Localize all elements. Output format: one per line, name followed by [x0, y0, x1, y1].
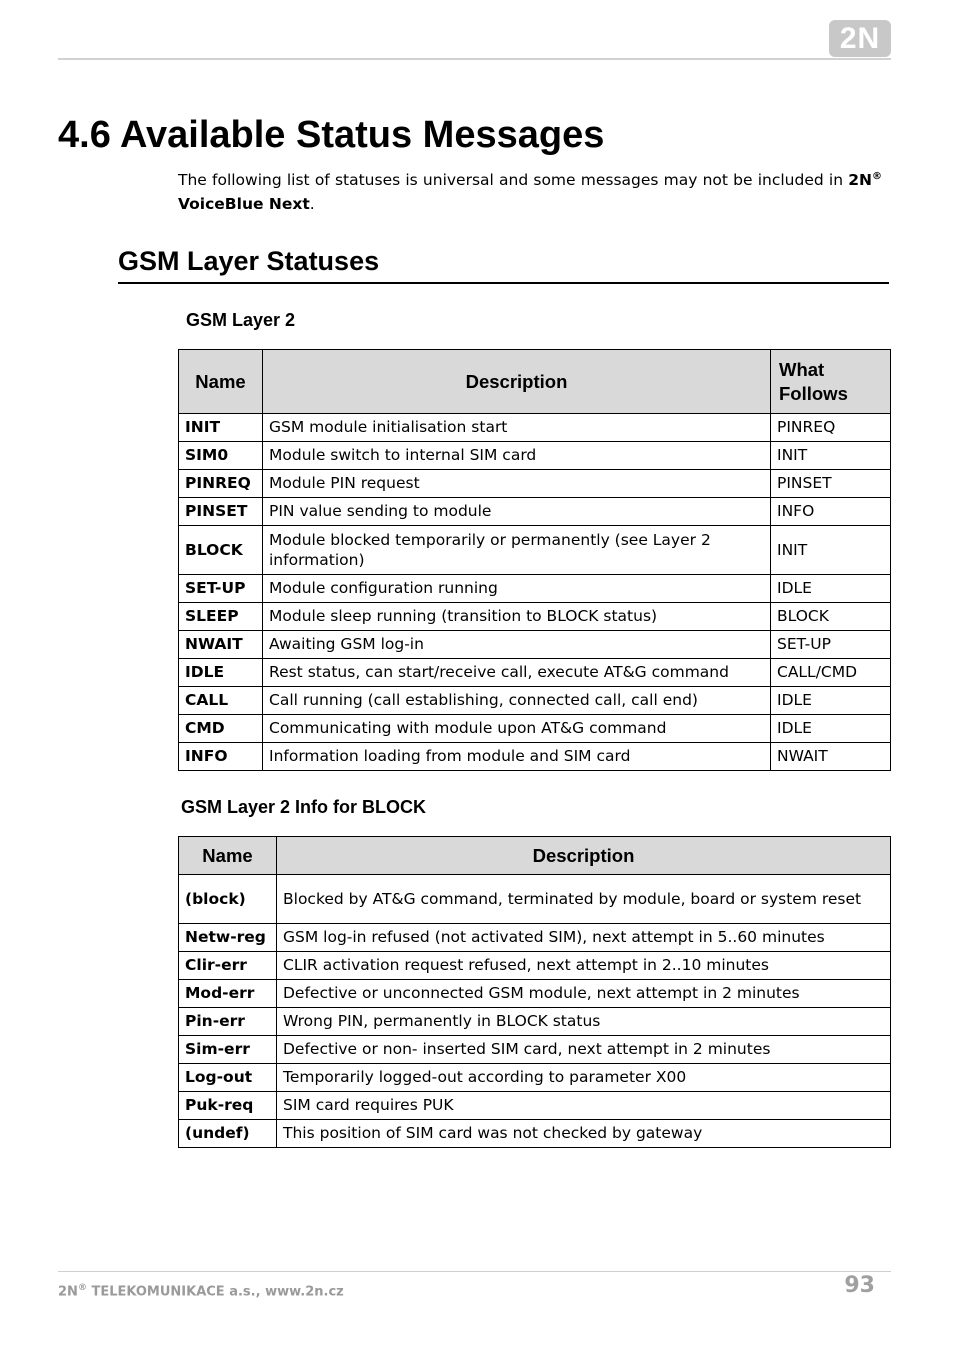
- table-row: [179, 875, 891, 924]
- footer-text: 2N® TELEKOMUNIKACE a.s., www.2n.cz: [58, 1283, 344, 1300]
- table-row: [179, 414, 891, 442]
- cell-name: Sim-err: [179, 1036, 277, 1064]
- table-row: [179, 1008, 891, 1036]
- cell-name: CMD: [179, 715, 263, 743]
- cell-description: Module switch to internal SIM card: [263, 442, 771, 470]
- cell-description: PIN value sending to module: [263, 498, 771, 526]
- table-header-row: [179, 350, 891, 414]
- cell-description: GSM log-in refused (not activated SIM), next attempt in 5..60 minutes: [277, 924, 891, 952]
- cell-follows: IDLE: [771, 687, 891, 715]
- cell-follows: NWAIT: [771, 743, 891, 771]
- cell-follows: IDLE: [771, 575, 891, 603]
- cell-name: INFO: [179, 743, 263, 771]
- table-row: [179, 715, 891, 743]
- col-header-description: Description: [263, 350, 771, 414]
- cell-name: Netw-reg: [179, 924, 277, 952]
- chapter-title: 4.6 Available Status Messages: [58, 114, 605, 156]
- table-row: [179, 1092, 891, 1120]
- cell-description: Information loading from module and SIM card: [263, 743, 771, 771]
- cell-name: Puk-req: [179, 1092, 277, 1120]
- cell-follows: CALL/CMD: [771, 659, 891, 687]
- cell-name: SIM0: [179, 442, 263, 470]
- cell-name: Pin-err: [179, 1008, 277, 1036]
- cell-description: Blocked by AT&G command, terminated by module, board or system reset: [277, 875, 891, 924]
- cell-follows: PINREQ: [771, 414, 891, 442]
- cell-name: PINSET: [179, 498, 263, 526]
- cell-description: CLIR activation request refused, next attempt in 2..10 minutes: [277, 952, 891, 980]
- cell-name: BLOCK: [179, 526, 263, 575]
- table-row: [179, 952, 891, 980]
- layer2-title: GSM Layer 2: [186, 310, 296, 330]
- page-number: 93: [844, 1273, 875, 1298]
- cell-name: Mod-err: [179, 980, 277, 1008]
- table-row: [179, 442, 891, 470]
- cell-name: CALL: [179, 687, 263, 715]
- cell-name: SET-UP: [179, 575, 263, 603]
- cell-description: Temporarily logged-out according to parameter X00: [277, 1064, 891, 1092]
- table-header-row: [179, 837, 891, 875]
- cell-description: Module sleep running (transition to BLOCK status): [263, 603, 771, 631]
- cell-name: IDLE: [179, 659, 263, 687]
- col-header-name: Name: [179, 837, 277, 875]
- col-header-description: Description: [277, 837, 891, 875]
- cell-name: INIT: [179, 414, 263, 442]
- table-row: [179, 470, 891, 498]
- cell-name: (block): [179, 875, 277, 924]
- cell-description: Wrong PIN, permanently in BLOCK status: [277, 1008, 891, 1036]
- cell-description: Defective or unconnected GSM module, next attempt in 2 minutes: [277, 980, 891, 1008]
- table-row: [179, 659, 891, 687]
- table-row: [179, 575, 891, 603]
- cell-follows: IDLE: [771, 715, 891, 743]
- section-title: GSM Layer Statuses: [118, 244, 889, 284]
- cell-description: Communicating with module upon AT&G command: [263, 715, 771, 743]
- cell-follows: PINSET: [771, 470, 891, 498]
- cell-name: SLEEP: [179, 603, 263, 631]
- cell-follows: BLOCK: [771, 603, 891, 631]
- table-row: [179, 924, 891, 952]
- cell-description: Rest status, can start/receive call, execute AT&G command: [263, 659, 771, 687]
- cell-name: Log-out: [179, 1064, 277, 1092]
- table-row: [179, 1036, 891, 1064]
- cell-description: GSM module initialisation start: [263, 414, 771, 442]
- cell-description: Awaiting GSM log-in: [263, 631, 771, 659]
- cell-name: NWAIT: [179, 631, 263, 659]
- cell-description: This position of SIM card was not checked by gateway: [277, 1120, 891, 1148]
- col-header-what-follows: What Follows: [771, 350, 891, 414]
- intro-text: The following list of statuses is universal and some messages may not be included in: [178, 171, 844, 189]
- cell-follows: INIT: [771, 526, 891, 575]
- table-row: [179, 603, 891, 631]
- table-row: [179, 631, 891, 659]
- cell-follows: INFO: [771, 498, 891, 526]
- cell-description: Module blocked temporarily or permanently (see Layer 2 information): [263, 526, 771, 575]
- table-row: [179, 526, 891, 575]
- cell-description: Defective or non- inserted SIM card, next attempt in 2 minutes: [277, 1036, 891, 1064]
- cell-follows: INIT: [771, 442, 891, 470]
- intro-product: VoiceBlue Next: [178, 195, 310, 213]
- table-row: [179, 498, 891, 526]
- cell-description: Call running (call establishing, connected call, call end): [263, 687, 771, 715]
- 2n-logo: 2N: [829, 20, 891, 57]
- table-row: [179, 980, 891, 1008]
- layer2-status-table: [178, 349, 891, 771]
- cell-description: Module PIN request: [263, 470, 771, 498]
- col-header-name: Name: [179, 350, 263, 414]
- table-row: [179, 1064, 891, 1092]
- footer-rule: [58, 1271, 891, 1272]
- cell-description: Module configuration running: [263, 575, 771, 603]
- block-info-title: GSM Layer 2 Info for BLOCK: [181, 797, 427, 817]
- cell-name: (undef): [179, 1120, 277, 1148]
- cell-name: PINREQ: [179, 470, 263, 498]
- cell-follows: SET-UP: [771, 631, 891, 659]
- table-row: [179, 743, 891, 771]
- block-info-table: [178, 836, 891, 1148]
- intro-brand: 2N®: [848, 170, 882, 189]
- cell-name: Clir-err: [179, 952, 277, 980]
- cell-description: SIM card requires PUK: [277, 1092, 891, 1120]
- table-row: [179, 687, 891, 715]
- intro-paragraph: The following list of statuses is universal and some messages may not be included in 2N® VoiceBlue Next.: [178, 170, 882, 213]
- table-row: [179, 1120, 891, 1148]
- header-rule: [58, 58, 891, 60]
